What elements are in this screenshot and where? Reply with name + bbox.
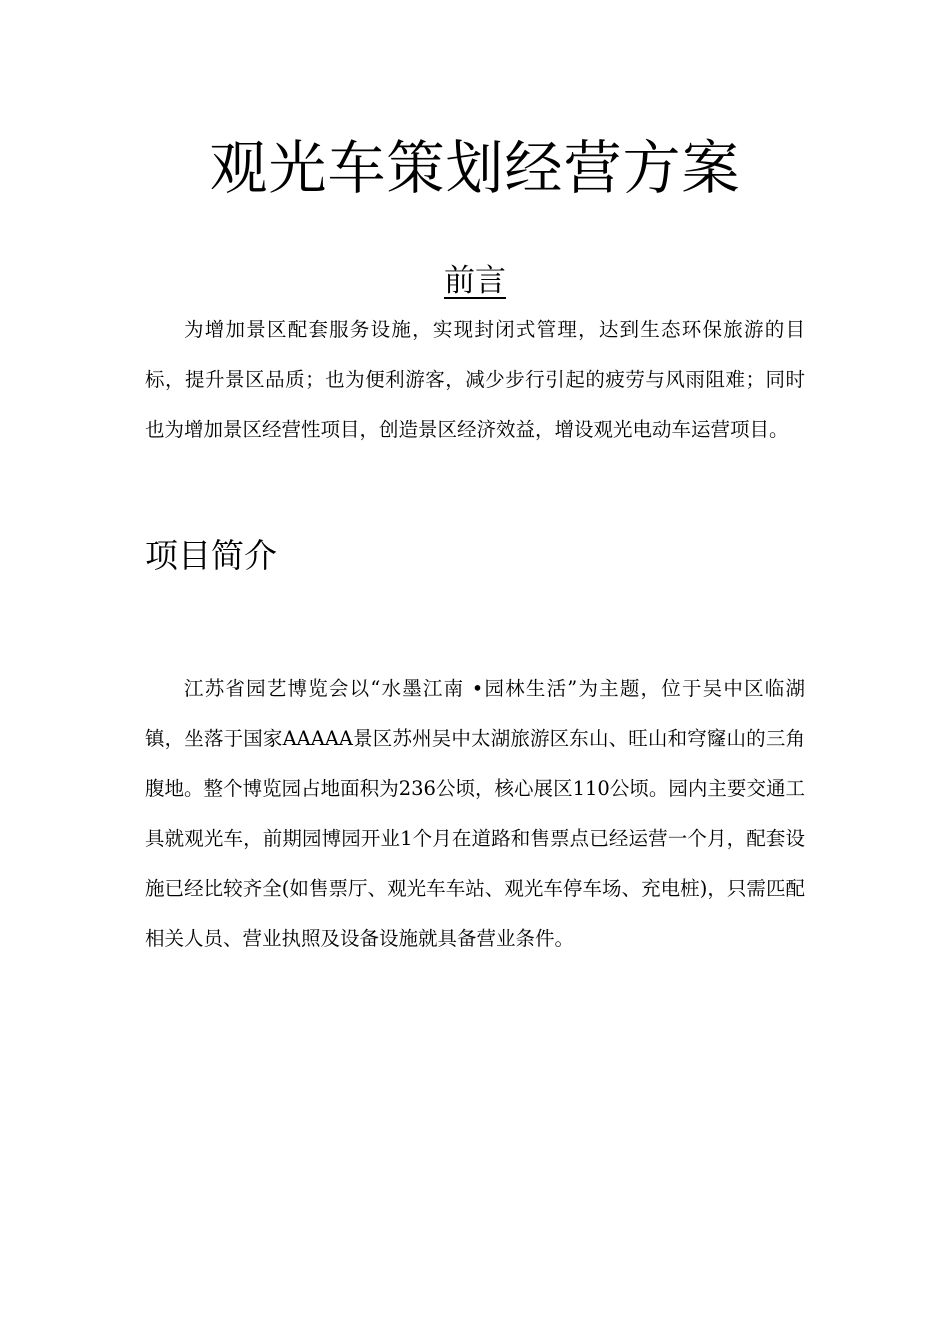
preface-heading-text: 前言 xyxy=(444,263,506,299)
project-intro-heading: 项目简介 xyxy=(145,536,277,575)
project-intro-paragraph: 江苏省园艺博览会以“水墨江南 •园林生活”为主题，位于吴中区临湖镇，坐落于国家AAAAA景区苏州吴中太湖旅游区东山、旺山和穹窿山的三角腹地。整个博览园占地面积为236公顷，核心展区110公顷。园内主要交通工具就观光车，前期园博园开业1个月在道路和售票点已经运营一个月，配套设施已经比较齐全(如售票厅、观光车车站、观光车停车场、充电桩)，只需匹配相关人员、营业执照及设备设施就具备营业条件。 xyxy=(145,677,805,950)
document-title: 观光车策划经营方案 xyxy=(209,134,741,202)
preface-heading xyxy=(0,261,950,301)
preface-paragraph: 为增加景区配套服务设施，实现封闭式管理，达到生态环保旅游的目标，提升景区品质；也为便利游客，减少步行引起的疲劳与风雨阻难；同时也为增加景区经营性项目，创造景区经济效益，增设观光电动车运营项目。 xyxy=(145,318,805,441)
